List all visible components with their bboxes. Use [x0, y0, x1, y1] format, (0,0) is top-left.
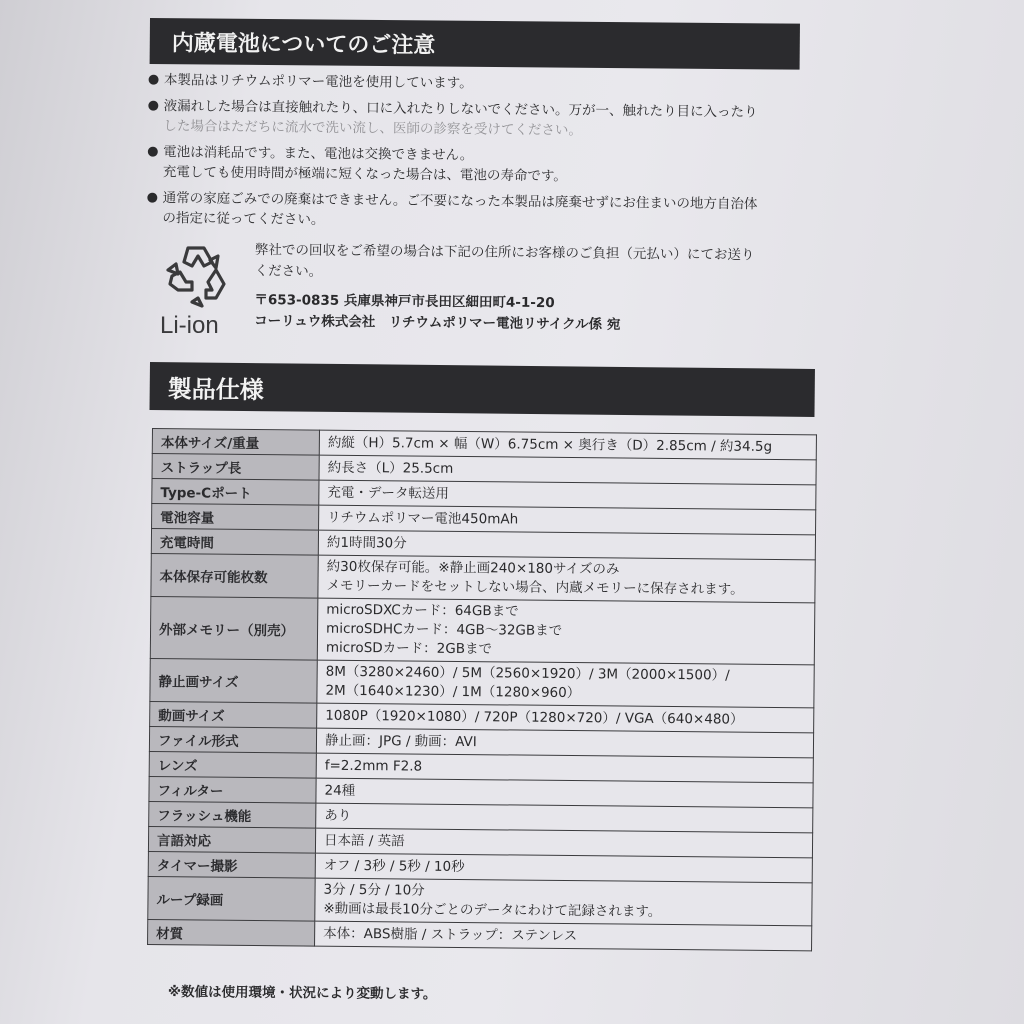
- spec-value: [318, 555, 815, 603]
- spec-value-line: 3分 / 5分 / 10分: [323, 881, 425, 899]
- battery-note-line: 本製品はリチウムポリマー電池を使用しています。: [163, 72, 473, 92]
- battery-note-line: 液漏れした場合は直接触れたり、口に入れたりしないでください。万が一、触れたり目に入ったり: [163, 98, 758, 121]
- spec-label: 言語対応: [148, 826, 315, 853]
- spec-value-line: あり: [324, 807, 352, 824]
- return-text-line: ください。: [254, 262, 323, 280]
- return-text-line: 弊社での回収をご希望の場合は下記の住所にお客様のご負担（元払い）にてお送り: [254, 241, 755, 264]
- battery-section-title: [150, 18, 800, 70]
- spec-value: [317, 598, 815, 665]
- spec-label: ファイル形式: [149, 726, 316, 753]
- spec-label: タイマー撮影: [148, 851, 315, 878]
- spec-value-line: 静止画：JPG / 動画：AVI: [324, 732, 477, 750]
- battery-note-line: した場合はただちに流水で洗い流し、医師の診察を受けてください。: [163, 118, 582, 139]
- spec-section-title: [149, 362, 814, 417]
- spec-table: [147, 428, 817, 951]
- spec-row: [148, 876, 812, 925]
- spec-value-line: microSDカード：2GBまで: [325, 639, 493, 658]
- spec-row: [150, 658, 814, 707]
- battery-note: [147, 96, 827, 143]
- address-line: コーリュウ株式会社 リチウムポリマー電池リサイクル係 宛: [254, 312, 621, 333]
- battery-note: [146, 188, 826, 235]
- spec-value-line: 8M（3280×2460）/ 5M（2560×1920）/ 3M（2000×1500）/: [325, 663, 730, 684]
- spec-value-line: microSDXCカード：64GBまで: [326, 601, 519, 620]
- spec-label: フラッシュ機能: [149, 801, 316, 828]
- battery-note: [147, 142, 827, 189]
- bullet-icon: ●: [147, 71, 160, 88]
- li-ion-label: Li-ion: [160, 312, 219, 339]
- spec-label: 電池容量: [152, 504, 319, 531]
- battery-note-line: の指定に従ってください。: [162, 210, 325, 228]
- bullet-icon: ●: [147, 143, 159, 160]
- spec-label: 静止画サイズ: [150, 658, 317, 703]
- battery-notes: [146, 70, 828, 241]
- spec-label: 外部メモリー（別売）: [150, 596, 318, 660]
- recycle-icon: [158, 240, 238, 310]
- spec-value: [315, 878, 812, 926]
- spec-value-line: f=2.2mm F2.8: [324, 757, 423, 775]
- spec-value-line: 約縦（H）5.7cm × 幅（W）6.75cm × 奥行き（D）2.85cm / 約34.5g: [327, 434, 773, 455]
- spec-label: ストラップ長: [152, 454, 319, 481]
- battery-section-title-text: 内蔵電池についてのご注意: [171, 30, 436, 58]
- address-line: 〒653-0835 兵庫県神戸市長田区細田町4-1-20: [254, 291, 555, 312]
- spec-label: 動画サイズ: [150, 701, 317, 728]
- spec-label: 充電時間: [151, 529, 318, 556]
- spec-value: [315, 921, 812, 951]
- spec-label: ループ録画: [148, 876, 315, 921]
- spec-label: 材質: [148, 919, 315, 946]
- footnote: ※数値は使用環境・状況により変動します。: [167, 983, 437, 1003]
- spec-label: 本体サイズ/重量: [152, 429, 319, 456]
- spec-value-line: 約長さ（L）25.5cm: [327, 459, 454, 477]
- spec-section-title-text: 製品仕様: [167, 374, 264, 404]
- battery-note-line: 充電しても使用時間が極端に短くなった場合は、電池の寿命です。: [162, 164, 567, 185]
- spec-value-line: 日本語 / 英語: [323, 832, 405, 849]
- bullet-icon: ●: [146, 189, 159, 206]
- battery-note: [148, 70, 828, 97]
- bullet-icon: ●: [147, 97, 160, 114]
- spec-value-line: リチウムポリマー電池450mAh: [327, 509, 519, 528]
- spec-row: [148, 919, 812, 950]
- spec-value-line: 本体：ABS樹脂 / ストラップ：ステンレス: [323, 925, 578, 944]
- spec-value-line: ※動画は最長10分ごとのデータにわけて記録されます。: [323, 900, 662, 920]
- spec-row: [151, 553, 815, 602]
- spec-value-line: 1080P（1920×1080）/ 720P（1280×720）/ VGA（640×480）: [325, 707, 744, 728]
- spec-label: フィルター: [149, 776, 316, 803]
- spec-label: レンズ: [149, 751, 316, 778]
- spec-label: Type-Cポート: [152, 479, 319, 506]
- spec-value: [317, 660, 814, 708]
- spec-value-line: 24種: [324, 782, 356, 799]
- battery-note-line: 電池は消耗品です。また、電池は交換できません。: [163, 144, 474, 164]
- recycle-mark: [150, 238, 245, 338]
- spec-value-line: microSDHCカード：4GB〜32GBまで: [326, 620, 563, 639]
- battery-note-line: 通常の家庭ごみでの廃棄はできません。ご不要になった本製品は廃棄せずにお住まいの地方自治体: [162, 190, 758, 213]
- spec-label: 本体保存可能枚数: [151, 553, 318, 598]
- spec-value-line: メモリーカードをセットしない場合、内蔵メモリーに保存されます。: [326, 577, 744, 598]
- spec-row: [150, 596, 815, 664]
- spec-value-line: オフ / 3秒 / 5秒 / 10秒: [323, 857, 465, 875]
- spec-value-line: 充電・データ転送用: [327, 484, 449, 502]
- spec-value-line: 2M（1640×1230）/ 1M（1280×960）: [325, 682, 581, 702]
- spec-value-line: 約30枚保存可能。※静止画240×180サイズのみ: [326, 558, 620, 578]
- return-instructions: [254, 240, 815, 338]
- spec-value-line: 約1時間30分: [326, 534, 407, 551]
